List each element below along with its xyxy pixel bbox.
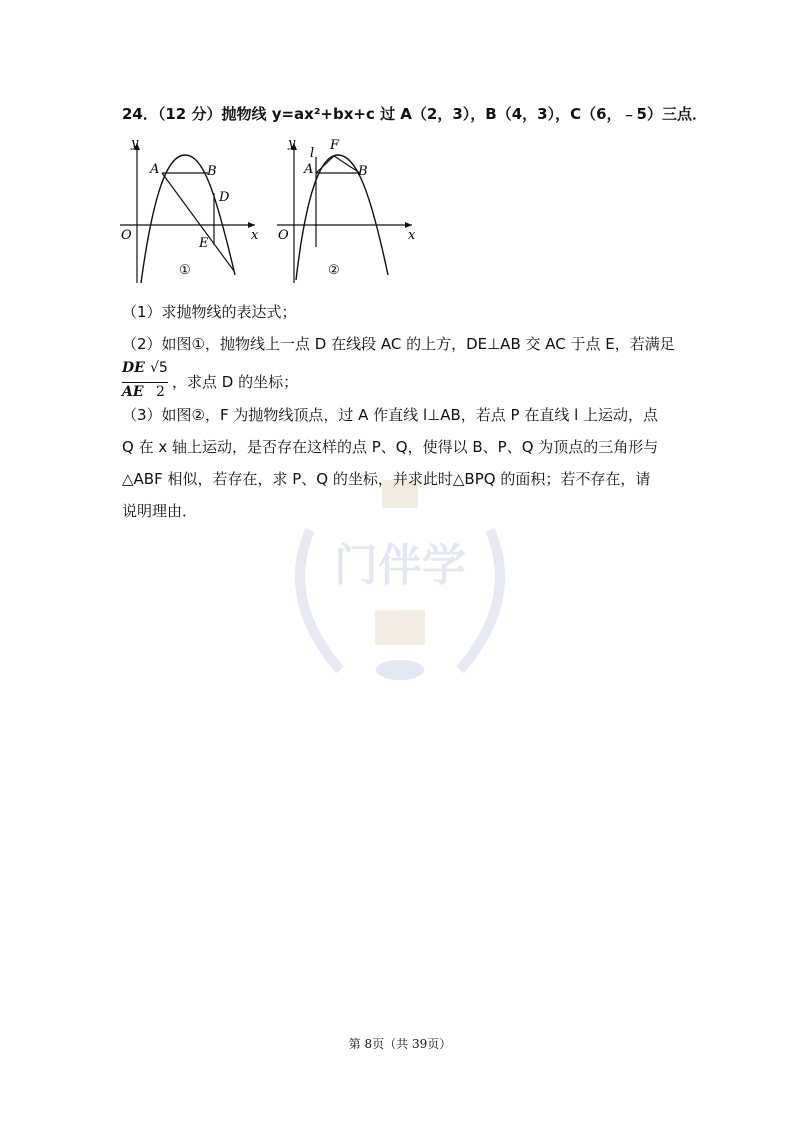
fraction-bar xyxy=(122,382,168,383)
figure-2 xyxy=(272,135,422,285)
label-a: A xyxy=(150,162,160,177)
label-o: O xyxy=(278,228,289,243)
part-3-line-3: △ABF 相似，若存在，求 P、Q 的坐标，并求此时△BPQ 的面积；若不存在，请 xyxy=(122,470,651,488)
label-f: F xyxy=(330,138,340,153)
label-y: y xyxy=(288,136,296,151)
figure-2-caption: ② xyxy=(328,263,340,278)
label-e: E xyxy=(199,236,209,251)
figure-1 xyxy=(115,135,265,285)
label-x: x xyxy=(251,228,259,243)
part-3-line-2: Q 在 x 轴上运动，是否存在这样的点 P、Q，使得以 B、P、Q 为顶点的三角形与 xyxy=(122,438,659,456)
fraction-numerator: DE xyxy=(122,360,145,376)
watermark-building-icon xyxy=(375,610,425,645)
part-3-line-1: （3）如图②，F 为抛物线顶点，过 A 作直线 l⊥AB，若点 P 在直线 l 上运动，点 xyxy=(122,406,659,424)
laurel-right xyxy=(460,530,500,670)
fraction-sqrt5: √5 xyxy=(150,360,168,376)
part-2-line-2: ，求点 D 的坐标； xyxy=(172,373,299,391)
segment-af xyxy=(316,156,334,173)
problem-header: 24．（12 分）抛物线 y=ax²+bx+c 过 A（2，3），B（4，3），C（6，﹣5）三点． xyxy=(122,105,707,123)
segment-ac xyxy=(162,173,234,271)
fraction-denominator: AE xyxy=(122,384,144,400)
figure-1-caption: ① xyxy=(179,263,191,278)
label-l: l xyxy=(310,146,315,161)
label-b: B xyxy=(207,164,217,179)
label-x: x xyxy=(408,228,416,243)
label-d: D xyxy=(219,190,230,205)
label-a: A xyxy=(304,162,314,177)
label-o: O xyxy=(121,228,132,243)
part-1: （1）求抛物线的表达式； xyxy=(122,303,297,321)
watermark-logo xyxy=(270,470,530,700)
fraction-two: 2 xyxy=(156,384,165,400)
label-b: B xyxy=(358,164,368,179)
part-2-line-1: （2）如图①，抛物线上一点 D 在线段 AC 的上方，DE⊥AB 交 AC 于点 E，若满足 xyxy=(122,335,675,353)
watermark-badge xyxy=(376,660,424,680)
label-y: y xyxy=(131,136,139,151)
page-footer: 第 8页（共 39页） xyxy=(348,1037,452,1051)
watermark-text: 门伴学 xyxy=(334,540,466,591)
part-3-line-4: 说明理由． xyxy=(122,502,198,520)
